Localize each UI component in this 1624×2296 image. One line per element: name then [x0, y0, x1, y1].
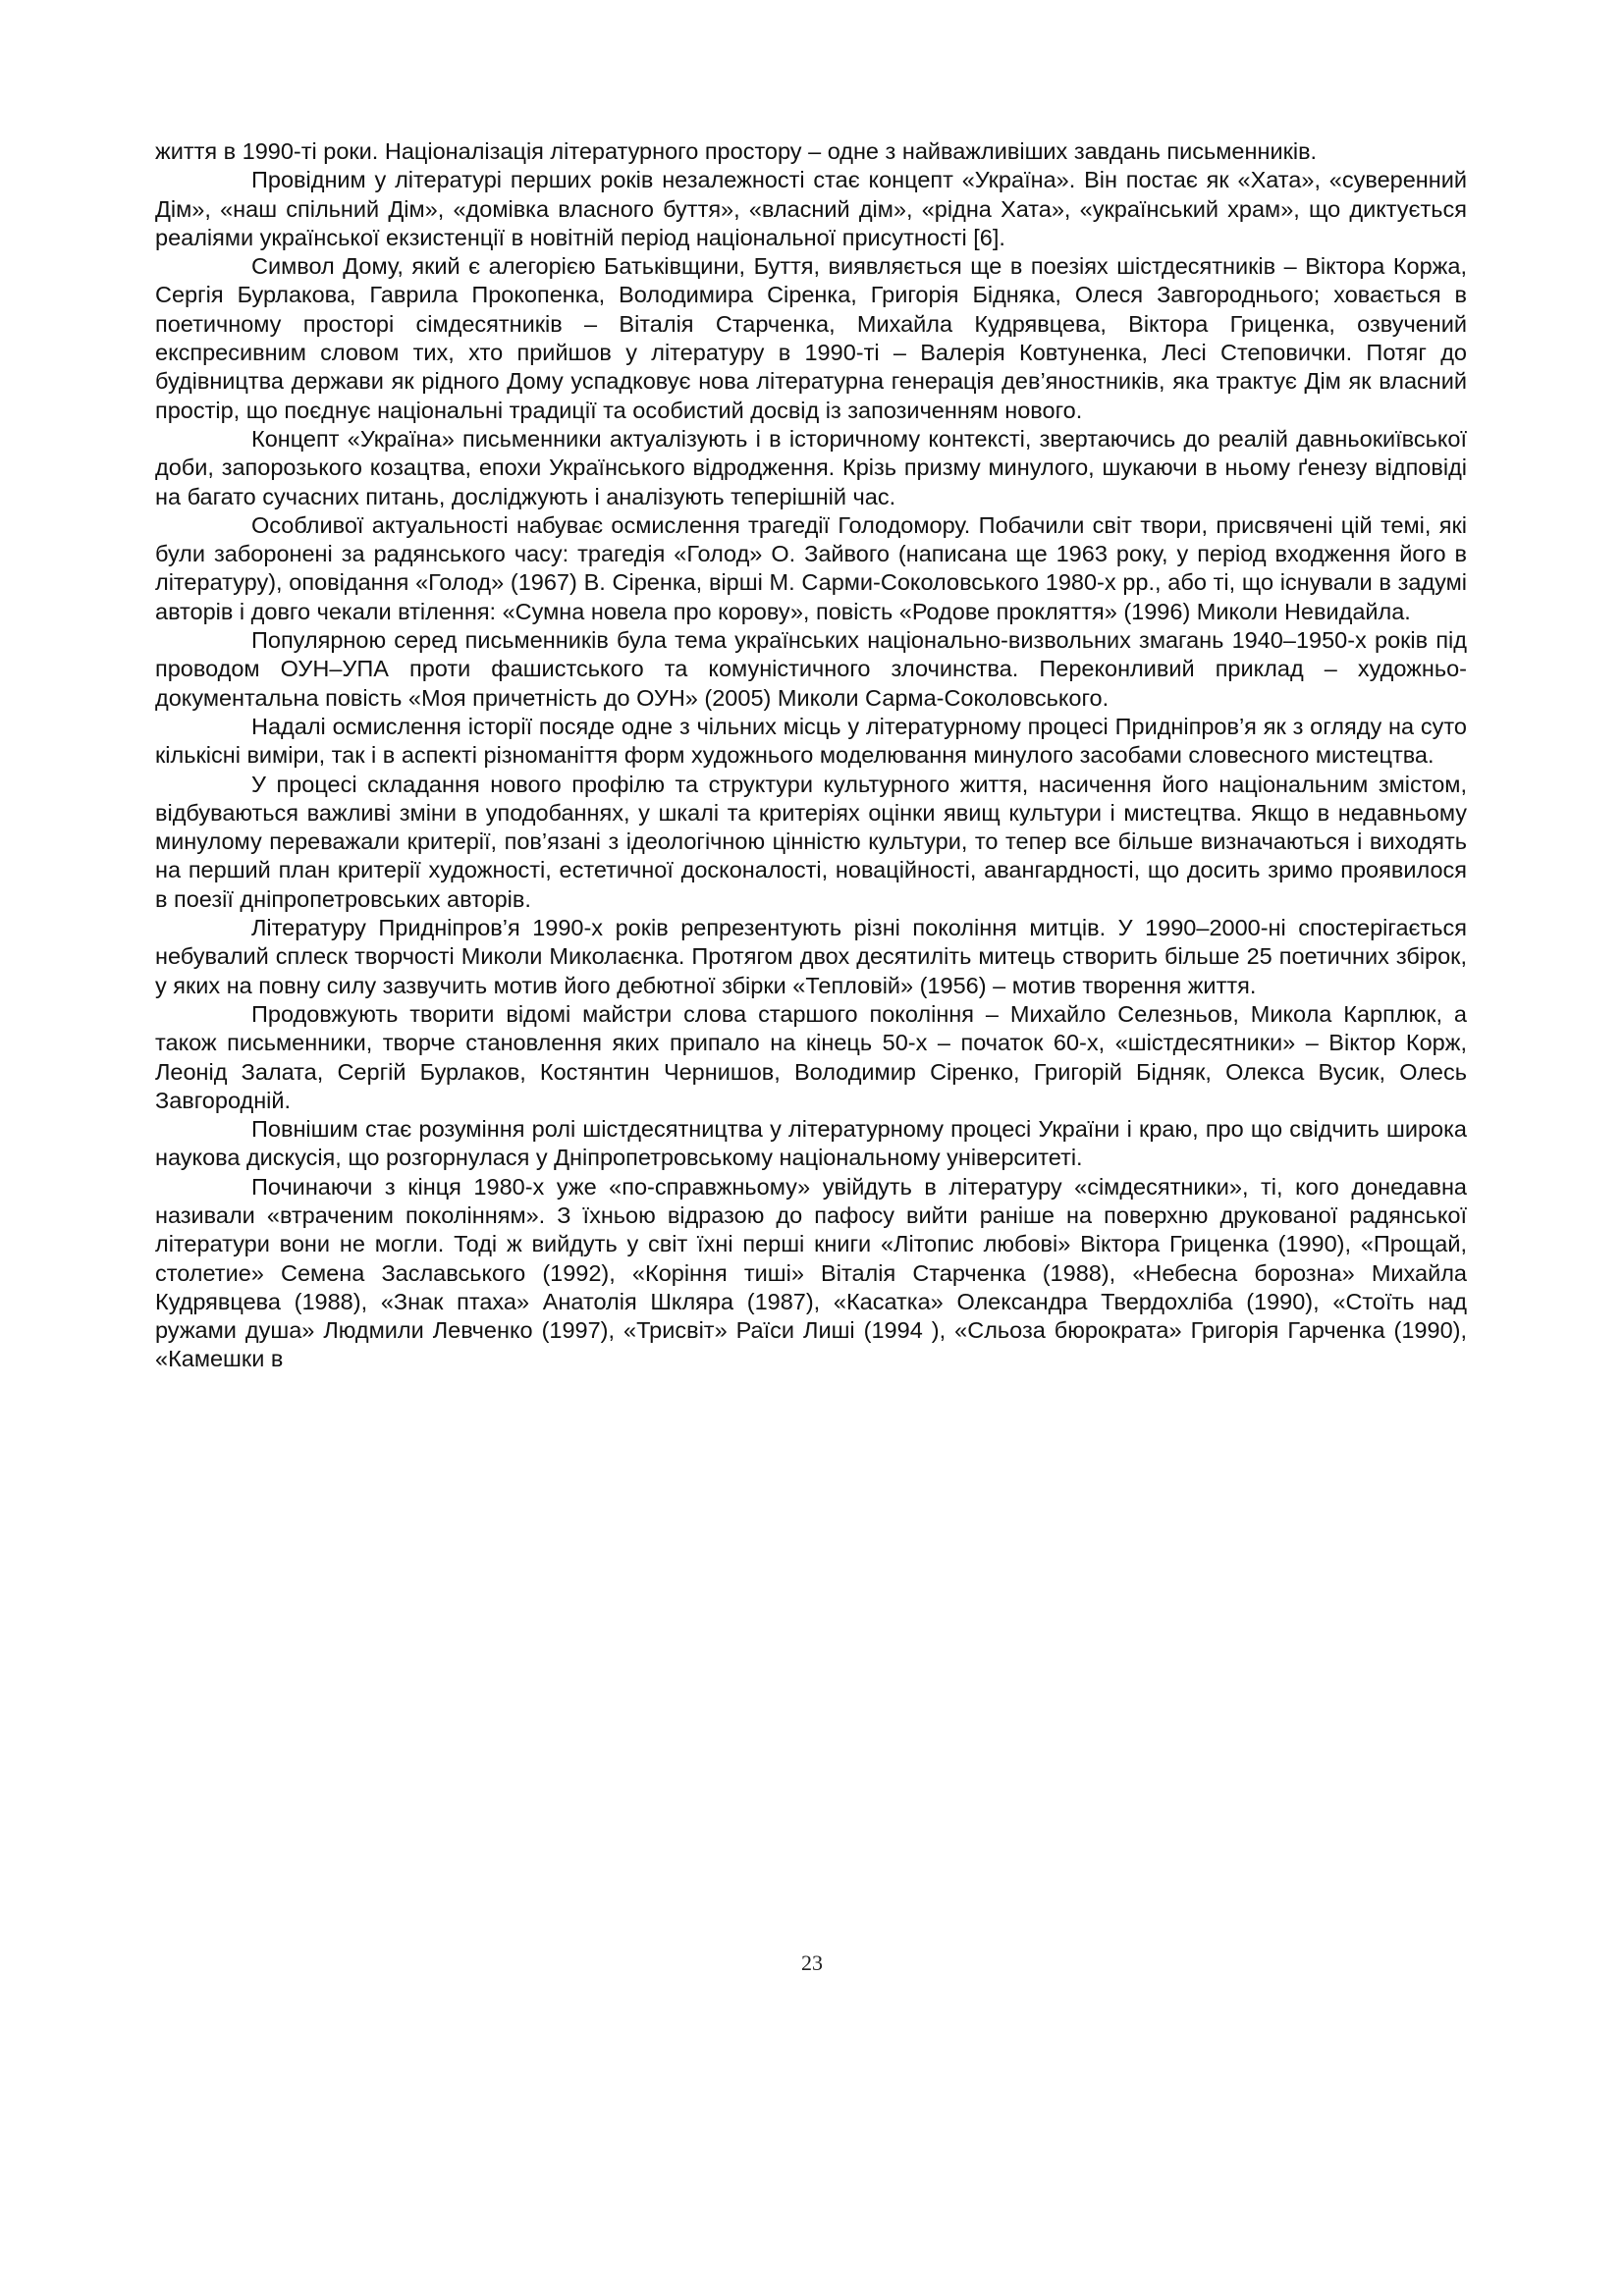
paragraph: Надалі осмислення історії посяде одне з чільних місць у літературному процесі Придніпров’я як з огляду на суто кількісні виміри, так і в аспекті різноманіття форм художнього моделювання минулого засобами словесного мистецтва.	[155, 713, 1467, 769]
paragraph: Починаючи з кінця 1980-х уже «по-справжньому» увійдуть в літературу «сімдесятники», ті, кого донедавна називали «втраченим поколінням». З їхньою відразою до пафосу вийти раніше на поверхню друкованої радянської літератури вони не могли. Тоді ж вийдуть у світ їхні перші книги «Літопис любові» Віктора Гриценка (1990), «Прощай, столетие» Семена Заславського (1992), «Коріння тиші» Віталія Старченка (1988), «Небесна борозна» Михайла Кудрявцева (1988), «Знак птаха» Анатолія Шкляра (1987), «Касатка» Олександра Твердохліба (1990), «Стоїть над ружами душа» Людмили Левченко (1997), «Трисвіт» Раїси Лиші (1994 ), «Сльоза бюрократа» Григорія Гарченка (1990), «Камешки в	[155, 1173, 1467, 1372]
paragraph: Концепт «Україна» письменники актуалізують і в історичному контексті, звертаючись до реалій давньокиївської доби, запорозького козацтва, епохи Українського відродження. Крізь призму минулого, шукаючи в ньому ґенезу відповіді на багато сучасних питань, досліджують і аналізують теперішній час.	[155, 425, 1467, 509]
paragraph: Особливої актуальності набуває осмислення трагедії Голодомору. Побачили світ твори, присвячені цій темі, які були заборонені за радянського часу: трагедія «Голод» О. Зайвого (написана ще 1963 року, у період входження його в літературу), оповідання «Голод» (1967) В. Сіренка, вірші М. Сарми-Соколовського 1980-х рр., або ті, що існували в задумі авторів і довго чекали втілення: «Сумна новела про корову», повість «Родове прокляття» (1996) Миколи Невидайла.	[155, 511, 1467, 624]
paragraph: У процесі складання нового профілю та структури культурного життя, насичення його національним змістом, відбуваються важливі зміни в уподобаннях, у шкалі та критеріях оцінки явищ культури і мистецтва. Якщо в недавньому минулому переважали критерії, пов’язані з ідеологічною цінністю культури, то тепер все більше визначаються і виходять на перший план критерії художності, естетичної досконалості, новаційності, авангардності, що досить зримо проявилося в поезії дніпропетровських авторів.	[155, 771, 1467, 912]
body-text	[155, 137, 1467, 1374]
paragraph: Провідним у літературі перших років незалежності стає концепт «Україна». Він постає як «Хата», «суверенний Дім», «наш спільний Дім», «домівка власного буття», «власний дім», «рідна Хата», «український храм», що диктується реаліями української екзистенції в новітній період національної присутності [6].	[155, 167, 1467, 250]
paragraph: Літературу Придніпров’я 1990-х років репрезентують різні покоління митців. У 1990–2000-ні спостерігається небувалий сплеск творчості Миколи Миколаєнка. Протягом двох десятиліть митець створить більше 25 поетичних збірок, у яких на повну силу зазвучить мотив його дебютної збірки «Тепловій» (1956) – мотив творення життя.	[155, 915, 1467, 998]
paragraph: Повнішим стає розуміння ролі шістдесятництва у літературному процесі України і краю, про що свідчить широка наукова дискусія, що розгорнулася у Дніпропетровському національному університеті.	[155, 1116, 1467, 1171]
paragraph: Символ Дому, який є алегорією Батьківщини, Буття, виявляється ще в поезіях шістдесятників – Віктора Коржа, Сергія Бурлакова, Гаврила Прокопенка, Володимира Сіренка, Григорія Бідняка, Олеся Завгороднього; ховається в поетичному просторі сімдесятників – Віталія Старченка, Михайла Кудрявцева, Віктора Гриценка, озвучений експресивним словом тих, хто прийшов у літературу в 1990-ті – Валерія Ковтуненка, Лесі Степовички. Потяг до будівництва держави як рідного Дому успадковує нова літературна генерація дев’яностників, яка трактує Дім як власний простір, що поєднує національні традиції та особистий досвід із запозиченням нового.	[155, 253, 1467, 423]
paragraph-continuation: життя в 1990-ті роки. Націоналізація літературного простору – одне з найважливіших завдань письменників.	[155, 138, 1318, 164]
page-number: 23	[801, 1950, 823, 1975]
paragraph: Популярною серед письменників була тема українських національно-визвольних змагань 1940–1950-х років під проводом ОУН–УПА проти фашистського та комуністичного злочинства. Переконливий приклад – художньо-документальна повість «Моя причетність до ОУН» (2005) Миколи Сарма-Соколовського.	[155, 627, 1467, 711]
paragraph: Продовжують творити відомі майстри слова старшого покоління – Михайло Селезньов, Микола Карплюк, а також письменники, творче становлення яких припало на кінець 50-х – початок 60-х, «шістдесятники» – Віктор Корж, Леонід Залата, Сергій Бурлаков, Костянтин Чернишов, Володимир Сіренко, Григорій Бідняк, Олекса Вусик, Олесь Завгородній.	[155, 1000, 1467, 1113]
